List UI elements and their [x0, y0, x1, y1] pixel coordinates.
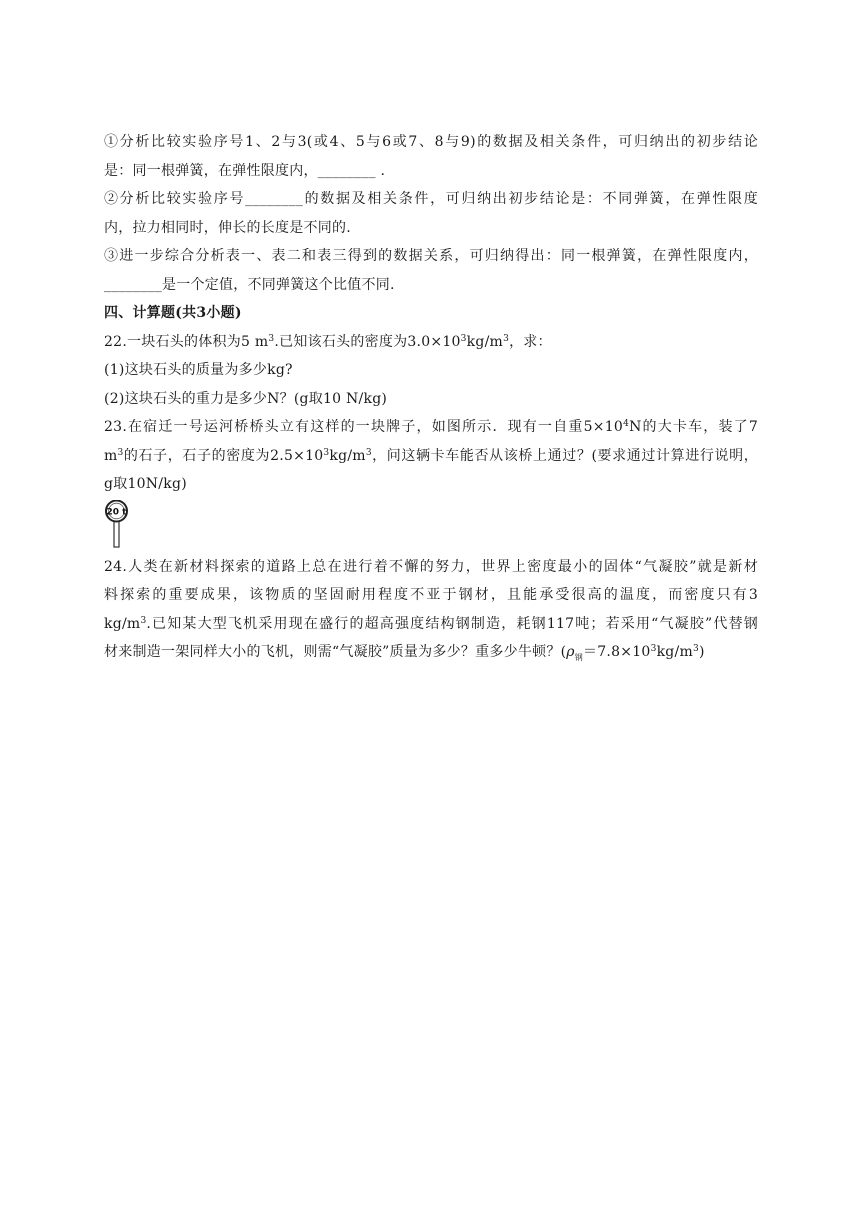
- q23-text-c: m: [104, 447, 118, 464]
- q23-text-d: 的石子，石子的密度为2.5×10: [123, 447, 324, 464]
- q24-text-e: kg/m: [656, 644, 693, 660]
- weight-limit-sign-figure: [104, 499, 758, 549]
- superscript: 3: [693, 644, 699, 654]
- q24-text-d: ＝7.8×10: [583, 644, 651, 660]
- q24-line2: 料探索的重要成果，该物质的坚固耐用程度不亚于钢材，且能承受很高的温度，而密度只有3: [104, 587, 758, 603]
- q21-part3-line2: ________是一个定值，不同弹簧这个比值不同.: [104, 276, 395, 293]
- q21-part2-line1: ②分析比较实验序号________的数据及相关条件，可归纳出初步结论是：不同弹簧，在弹性限度: [104, 191, 758, 207]
- q22-text-a: 22.一块石头的体积为5 m: [104, 333, 269, 350]
- q22-text-d: ，求：: [509, 333, 552, 350]
- q23-text-a: 23.在宿迁一号运河桥桥头立有这样的一块牌子，如图所示．现有一自重5×10: [104, 419, 624, 435]
- q23-text-e: kg/m: [329, 447, 366, 464]
- q23-text-b: N的大卡车，装了7: [629, 419, 758, 435]
- q24-line4: [104, 638, 758, 667]
- q22-line3: (2)这块石头的重力是多少N？(g取10 N/kg): [104, 390, 388, 407]
- weight-limit-sign-icon: [104, 500, 132, 548]
- superscript: 3: [140, 615, 147, 626]
- q23-line1: [104, 413, 758, 442]
- superscript: 3: [323, 447, 330, 458]
- superscript: 3: [460, 333, 467, 344]
- superscript: 3: [117, 447, 124, 458]
- q22-line1: [104, 328, 758, 357]
- sign-label: 20 t: [106, 507, 127, 517]
- q24-text-b: .已知某大型飞机采用现在盛行的超高强度结构钢制造，耗钢117吨；若采用“气凝胶”代替钢: [146, 615, 758, 632]
- superscript: 3: [503, 333, 510, 344]
- q23-line2: [104, 442, 758, 471]
- q22-line2: (1)这块石头的质量为多少kg?: [104, 362, 293, 378]
- superscript: 3: [650, 644, 657, 654]
- q21-part3-line1: ③进一步综合分析表一、表二和表三得到的数据关系，可归纳得出：同一根弹簧，在弹性限度内，: [104, 248, 758, 264]
- q24-line1: 24.人类在新材料探索的道路上总在进行着不懈的努力，世界上密度最小的固体“气凝胶”就是新材: [104, 558, 758, 575]
- rho-symbol: ρ: [566, 644, 575, 660]
- q23-text-f: ，问这辆卡车能否从该桥上通过？(要求通过计算进行说明，: [371, 447, 759, 464]
- q22-text-c: kg/m: [466, 333, 504, 350]
- q23-line3: g取10N/kg): [104, 476, 187, 492]
- q21-part1-line2: 是：同一根弹簧，在弹性限度内，________ .: [104, 162, 386, 179]
- section-heading: 四、计算题(共3小题): [104, 305, 242, 321]
- q24-text-a: kg/m: [104, 615, 141, 632]
- superscript: 3: [365, 447, 372, 458]
- q24-text-f: ): [698, 644, 705, 660]
- document-page: [104, 128, 758, 667]
- superscript: 3: [268, 333, 275, 344]
- q21-part2-line2: 内，拉力相同时，伸长的长度是不同的.: [104, 219, 351, 236]
- q24-line3: [104, 610, 758, 639]
- q21-part1-line1: ①分析比较实验序号1、2与3(或4、5与6或7、8与9)的数据及相关条件，可归纳出的初步结论: [104, 134, 758, 150]
- q24-text-c: 材来制造一架同样大小的飞机，则需“气凝胶”质量为多少？重多少牛顿？(: [104, 644, 567, 660]
- subscript: 钢: [574, 652, 584, 662]
- superscript: 4: [623, 419, 630, 429]
- q22-text-b: .已知该石头的密度为3.0×10: [274, 333, 461, 350]
